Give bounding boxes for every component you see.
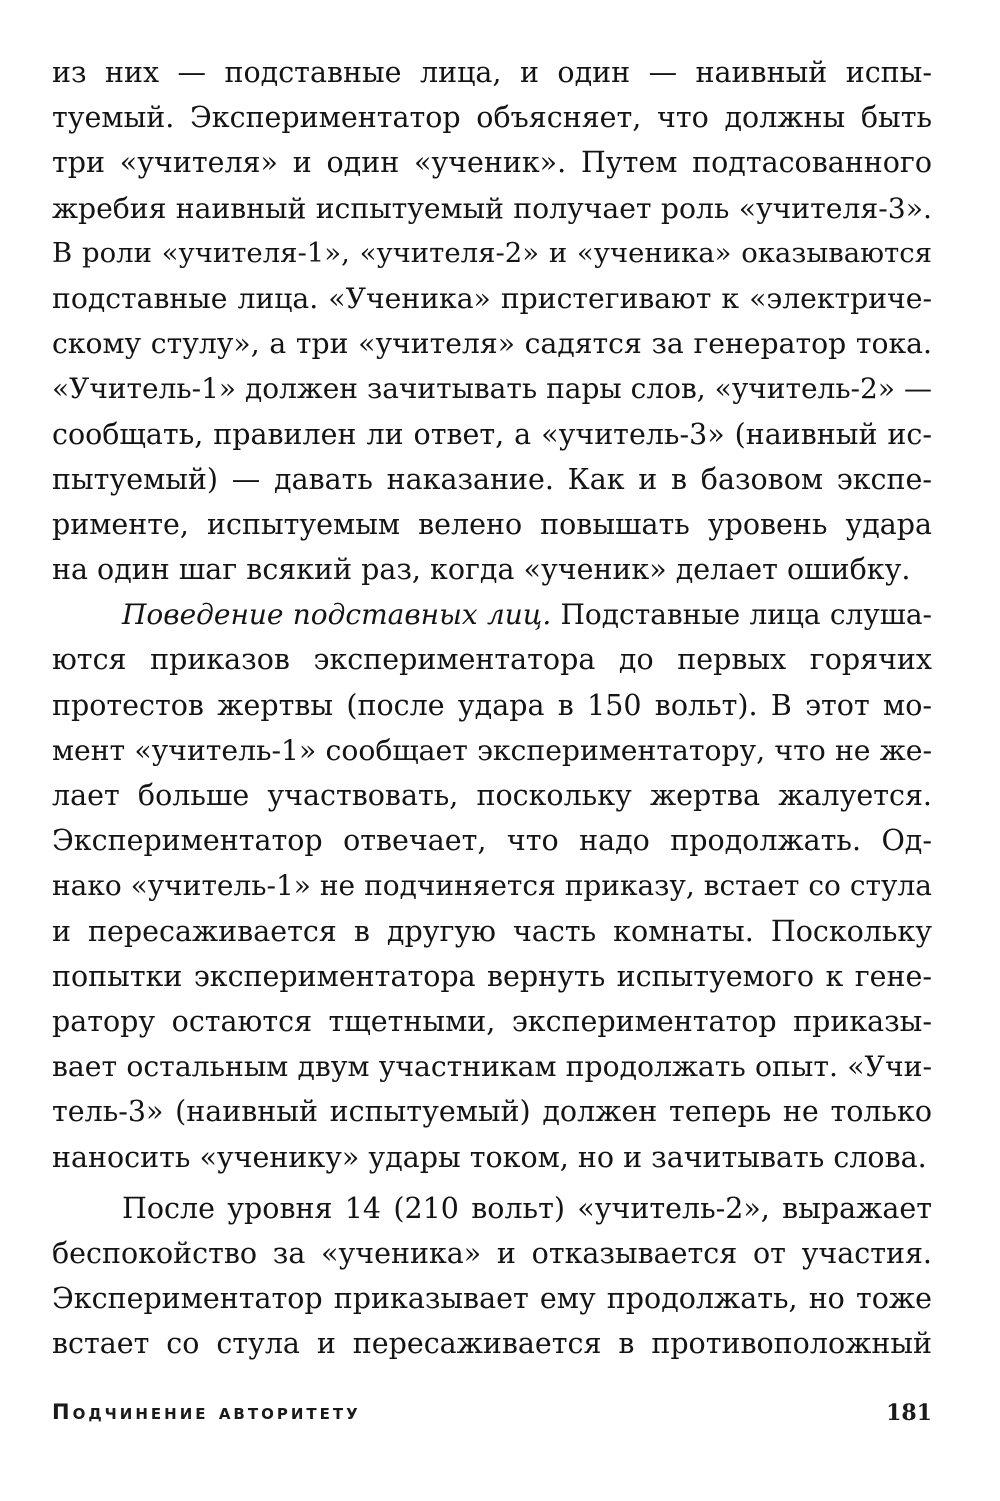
text-line: попытки экспериментатора вернуть испытуемого к гене- [52,959,932,993]
text-line: ратору остаются тщетными, экспериментатор приказы- [52,1004,932,1038]
text-line: вает остальным двум участникам продолжать опыт. «Учи- [52,1050,932,1084]
text-line: скому стулу», а три «учителя» садятся за генератор тока. [52,327,932,361]
text-line: и пересаживается в другую часть комнаты. Поскольку [52,914,932,948]
text-line: беспокойство за «ученика» и отказывается от участия. [52,1236,932,1270]
text-line: пытуемый) — давать наказание. Как и в базовом экспе- [52,462,932,496]
text-line: рименте, испытуемым велено повышать уровень удара [52,507,932,541]
text-line: жребия наивный испытуемый получает роль «учителя-3». [52,191,932,225]
text-line: Экспериментатор отвечает, что надо продолжать. Од- [52,824,932,858]
body-text [52,50,932,1366]
text-line: Экспериментатор приказывает ему продолжать, но тоже [52,1282,932,1316]
text-line: лает больше участвовать, поскольку жертва жалуется. [52,779,932,812]
page-footer [52,1400,932,1440]
text-line: на один шаг всякий раз, когда «ученик» делает ошибку. [52,553,911,587]
paragraph-first-line [52,592,932,637]
text-line: нако «учитель-1» не подчиняется приказу, встает со стула [52,869,932,903]
text-line: протестов жертвы (после удара в 150 вольт). В этот мо- [52,688,932,722]
text-line: встает со стула и пересаживается в противоположный [52,1327,932,1361]
text-line: сообщать, правилен ли ответ, а «учитель-3» (наивный ис- [52,417,932,451]
text-run: Подставные лица слуша- [551,598,932,632]
paragraph-first-line [52,1186,932,1231]
text-run: После уровня 14 (210 вольт) «учитель-2», выражает [122,1191,932,1225]
italic-lead: Поведение подставных лиц. [122,598,552,632]
text-line: подставные лица. «Ученика» пристегивают к «электриче- [52,281,932,315]
text-line: «Учитель-1» должен зачитывать пары слов, «учитель-2» — [52,372,932,406]
text-line: тель-3» (наивный испытуемый) должен теперь не только [52,1095,932,1129]
text-line: В роли «учителя-1», «учителя-2» и «ученика» оказываются [52,236,932,269]
text-line: туемый. Экспериментатор объясняет, что должны быть [52,101,932,135]
text-line: ются приказов экспериментатора до первых горячих [52,643,932,677]
page-number: 181 [886,1400,932,1426]
text-line: наносить «ученику» удары током, но и зачитывать слова. [52,1140,927,1174]
text-line: мент «учитель-1» сообщает экспериментатору, что не же- [52,733,932,767]
text-line: из них — подставные лица, и один — наивный испы- [52,56,932,89]
running-head: Подчинение авторитету [52,1400,361,1424]
text-line: три «учителя» и один «ученик». Путем подтасованного [52,146,932,180]
